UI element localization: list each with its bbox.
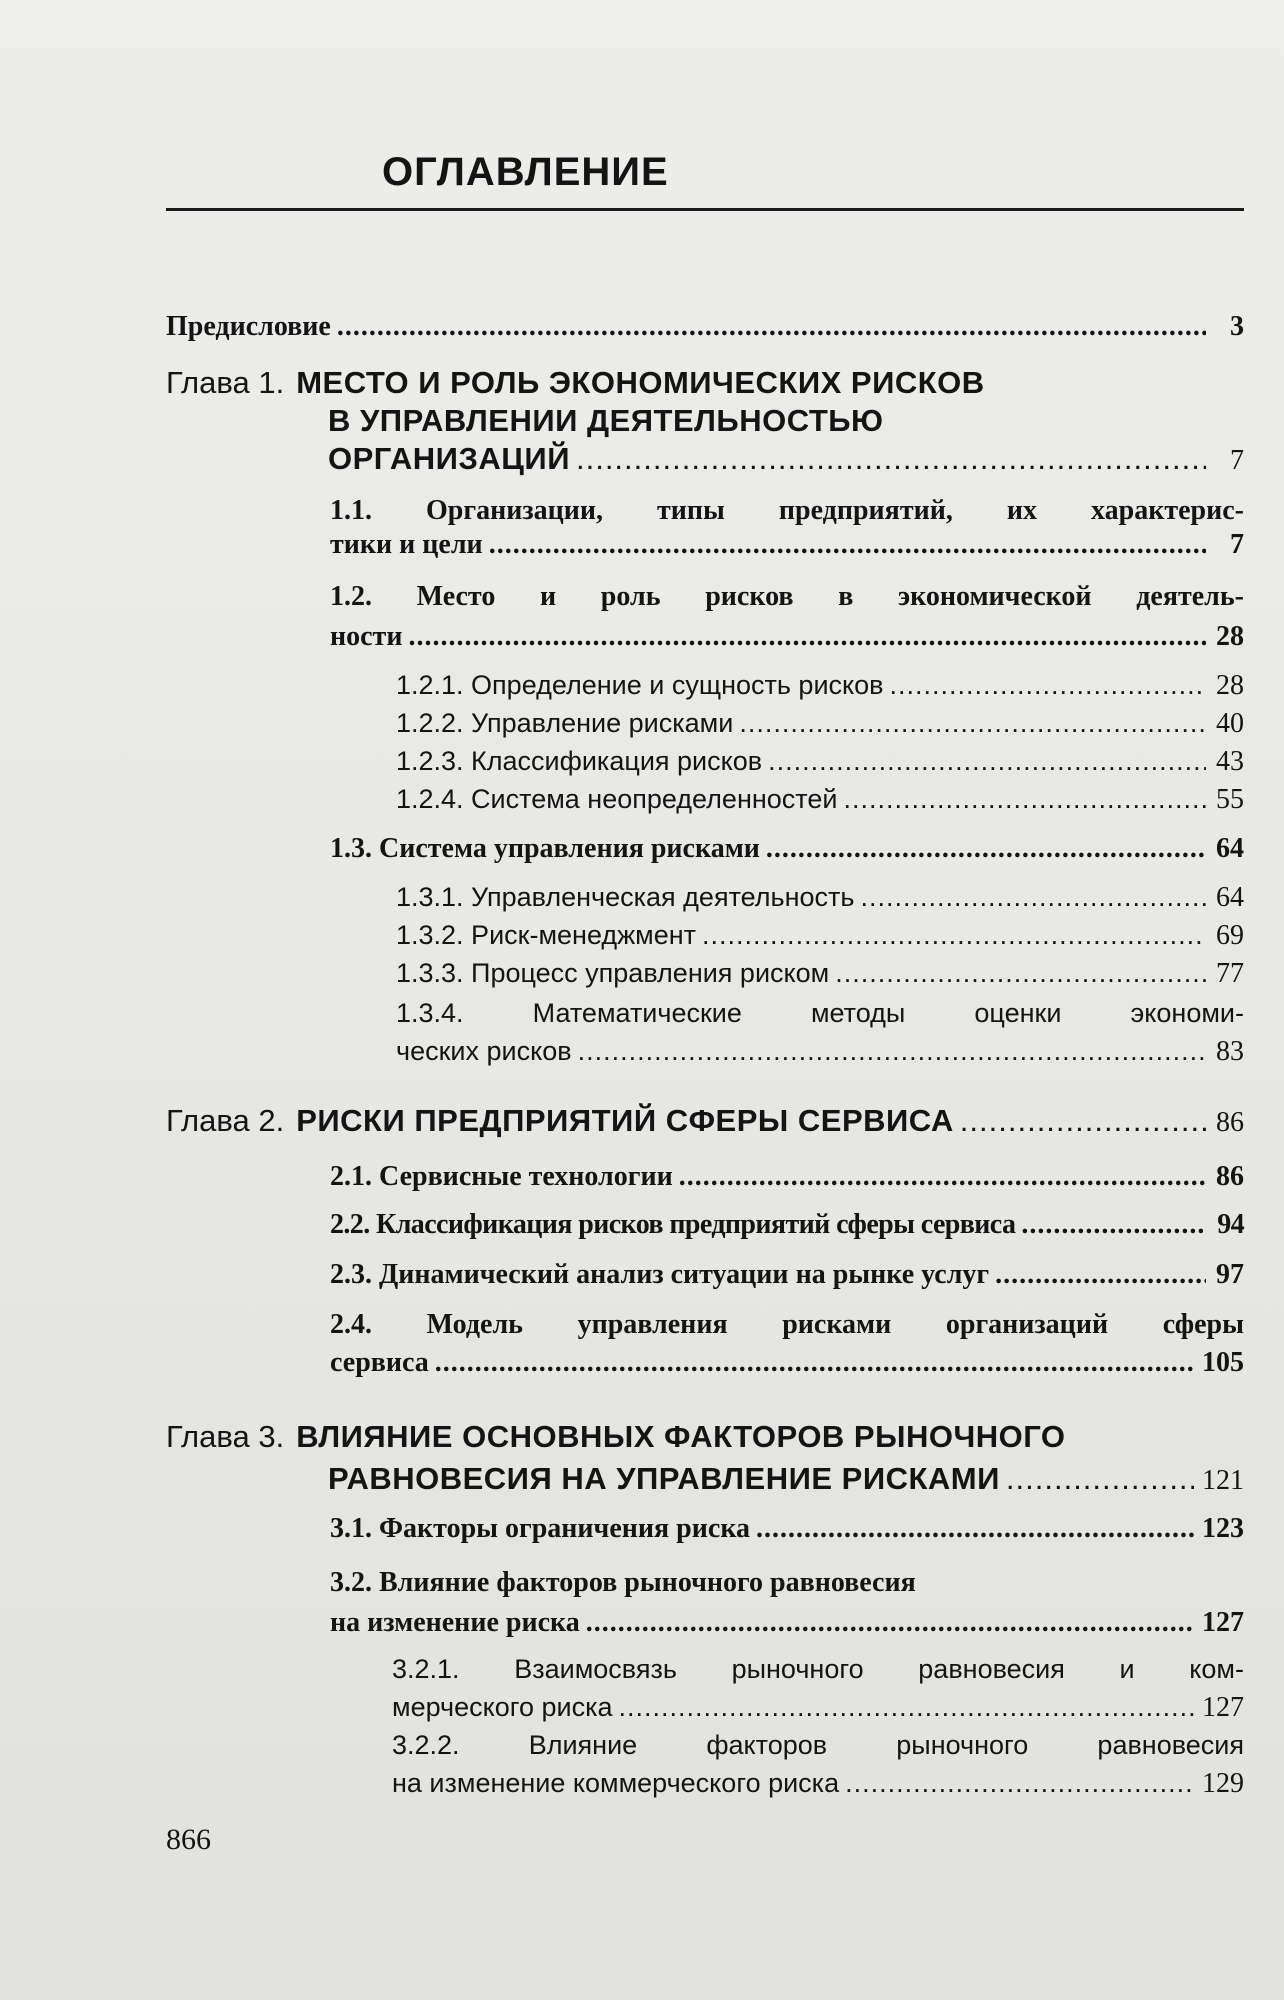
page-number: 43 [1216,746,1244,777]
entry-line: 3.2. Влияние факторов рыночного равновесия [330,1567,916,1598]
entry-label: 1.3. Система управления рисками [330,833,760,864]
leader-dots [679,1160,1206,1194]
page-number: 40 [1216,708,1244,739]
chapter-label: Глава 2. [166,1103,285,1138]
page-number: 3 [1230,311,1244,342]
leader-dots [586,1606,1194,1640]
page-number: 7 [1230,529,1244,560]
page-number: 127 [1202,1692,1244,1723]
page-number: 28 [1216,670,1244,701]
leader-dots [576,440,1206,478]
entry-line: 1.1. Организации, типы предприятий, их характерис- [330,495,1244,526]
page-number: 28 [1216,621,1244,652]
leader-dots [435,1346,1194,1380]
page-number: 55 [1216,784,1244,815]
entry-line: на изменение коммерческого риска [392,1768,840,1798]
entry-line: 1.3.4. Математические методы оценки экономи- [396,998,1244,1028]
chapter-title-line: ВЛИЯНИЕ ОСНОВНЫХ ФАКТОРОВ РЫНОЧНОГО [296,1419,1066,1454]
entry-line: 3.2.1. Взаимосвязь рыночного равновесия и ком- [392,1654,1244,1684]
leader-dots [337,310,1206,344]
entry-label: Предисловие [166,311,331,342]
leader-dots [1006,1460,1194,1498]
page-number: 7 [1230,445,1244,476]
leader-dots [843,782,1206,816]
entry-label: 2.2. Классификация рисков предприятий сферы сервиса [330,1209,1016,1240]
page-title: ОГЛАВЛЕНИЕ [382,150,669,194]
toc-chapter-3[interactable] [166,1418,1244,1500]
chapter-title-line: В УПРАВЛЕНИИ ДЕЯТЕЛЬНОСТЬЮ [328,403,884,438]
leader-dots [1021,1208,1206,1242]
leader-dots [578,1034,1206,1068]
page-number: 94 [1217,1209,1244,1240]
folio-page-number: 866 [166,1823,211,1856]
entry-label: 1.3.3. Процесс управления риском [396,958,830,988]
toc-section-1-3[interactable] [330,832,1244,866]
leader-dots [766,832,1206,866]
chapter-title-line: МЕСТО И РОЛЬ ЭКОНОМИЧЕСКИХ РИСКОВ [296,365,985,400]
chapter-title-line: ОРГАНИЗАЦИЙ [328,441,570,476]
entry-line: ческих рисков [396,1036,572,1066]
leader-dots [619,1690,1194,1724]
toc-section-1-2-2[interactable] [396,706,1244,741]
entry-label: 1.2.2. Управление рисками [396,708,734,738]
entry-line: 1.2. Место и роль рисков в экономической деятель- [330,581,1244,612]
leader-dots [489,528,1206,562]
toc-section-2-2[interactable] [330,1208,1244,1242]
leader-dots [995,1258,1206,1292]
toc-section-1-2-4[interactable] [396,782,1244,817]
chapter-label: Глава 3. [166,1419,285,1454]
page-number: 129 [1202,1768,1244,1799]
toc-section-1-3-3[interactable] [396,956,1244,991]
toc-section-1-2-3[interactable] [396,744,1244,779]
leader-dots [835,956,1206,990]
leader-dots [768,744,1206,778]
entry-line: ности [330,621,403,652]
entry-label: 1.2.4. Система неопределенностей [396,784,838,814]
toc-section-1-3-2[interactable] [396,918,1244,953]
page-number: 77 [1216,958,1244,989]
toc-chapter-2[interactable] [166,1102,1244,1142]
entry-label: 3.1. Факторы ограничения риска [330,1513,751,1544]
entry-line: сервиса [330,1347,429,1378]
leader-dots [845,1766,1194,1800]
toc-section-1-3-1[interactable] [396,880,1244,915]
toc-chapter-1[interactable] [166,364,1244,480]
page-number: 64 [1216,882,1244,913]
entry-line: мерческого риска [392,1692,613,1722]
page-number: 105 [1202,1347,1244,1378]
page-number: 127 [1202,1607,1244,1638]
toc-section-1-2[interactable] [330,580,1244,654]
toc-section-1-1[interactable] [330,494,1244,562]
page-number: 69 [1216,920,1244,951]
leader-dots [739,706,1206,740]
toc-section-3-2-1[interactable] [392,1652,1244,1725]
toc-section-2-3[interactable] [330,1258,1244,1292]
leader-dots [890,668,1206,702]
page-number: 121 [1202,1465,1244,1496]
page-number: 83 [1216,1036,1244,1067]
entry-label: 2.1. Сервисные технологии [330,1161,673,1192]
page-number: 64 [1216,833,1244,864]
title-rule [166,208,1244,211]
toc-section-3-1[interactable] [330,1512,1244,1546]
toc-section-3-2-2[interactable] [392,1728,1244,1801]
toc-section-3-2[interactable] [330,1566,1244,1640]
entry-label: 1.2.3. Классификация рисков [396,746,763,776]
toc-section-2-1[interactable] [330,1160,1244,1194]
page-number: 123 [1202,1513,1244,1544]
entry-line: на изменение риска [330,1607,580,1638]
entry-label: 1.3.1. Управленческая деятельность [396,882,855,912]
entry-label: 1.3.2. Риск-менеджмент [396,920,697,950]
leader-dots [756,1512,1194,1546]
toc-section-2-4[interactable] [330,1308,1244,1380]
chapter-label: Глава 1. [166,365,285,400]
chapter-title-line: РИСКИ ПРЕДПРИЯТИЙ СФЕРЫ СЕРВИСА [296,1103,954,1138]
page-number: 97 [1216,1259,1244,1290]
toc-section-1-2-1[interactable] [396,668,1244,703]
leader-dots [960,1102,1206,1140]
entry-label: 2.3. Динамический анализ ситуации на рынке услуг [330,1259,990,1290]
entry-line: 2.4. Модель управления рисками организаций сферы [330,1309,1244,1340]
leader-dots [408,620,1206,654]
entry-line: 3.2.2. Влияние факторов рыночного равновесия [392,1730,1244,1760]
entry-line: тики и цели [330,529,483,560]
leader-dots [860,880,1206,914]
leader-dots [702,918,1206,952]
chapter-title-line: РАВНОВЕСИЯ НА УПРАВЛЕНИЕ РИСКАМИ [328,1461,1000,1496]
toc-entry-preface[interactable] [166,310,1244,344]
entry-label: 1.2.1. Определение и сущность рисков [396,670,884,700]
page-number: 86 [1216,1161,1244,1192]
toc-section-1-3-4[interactable] [396,996,1244,1069]
page-number: 86 [1216,1107,1244,1138]
